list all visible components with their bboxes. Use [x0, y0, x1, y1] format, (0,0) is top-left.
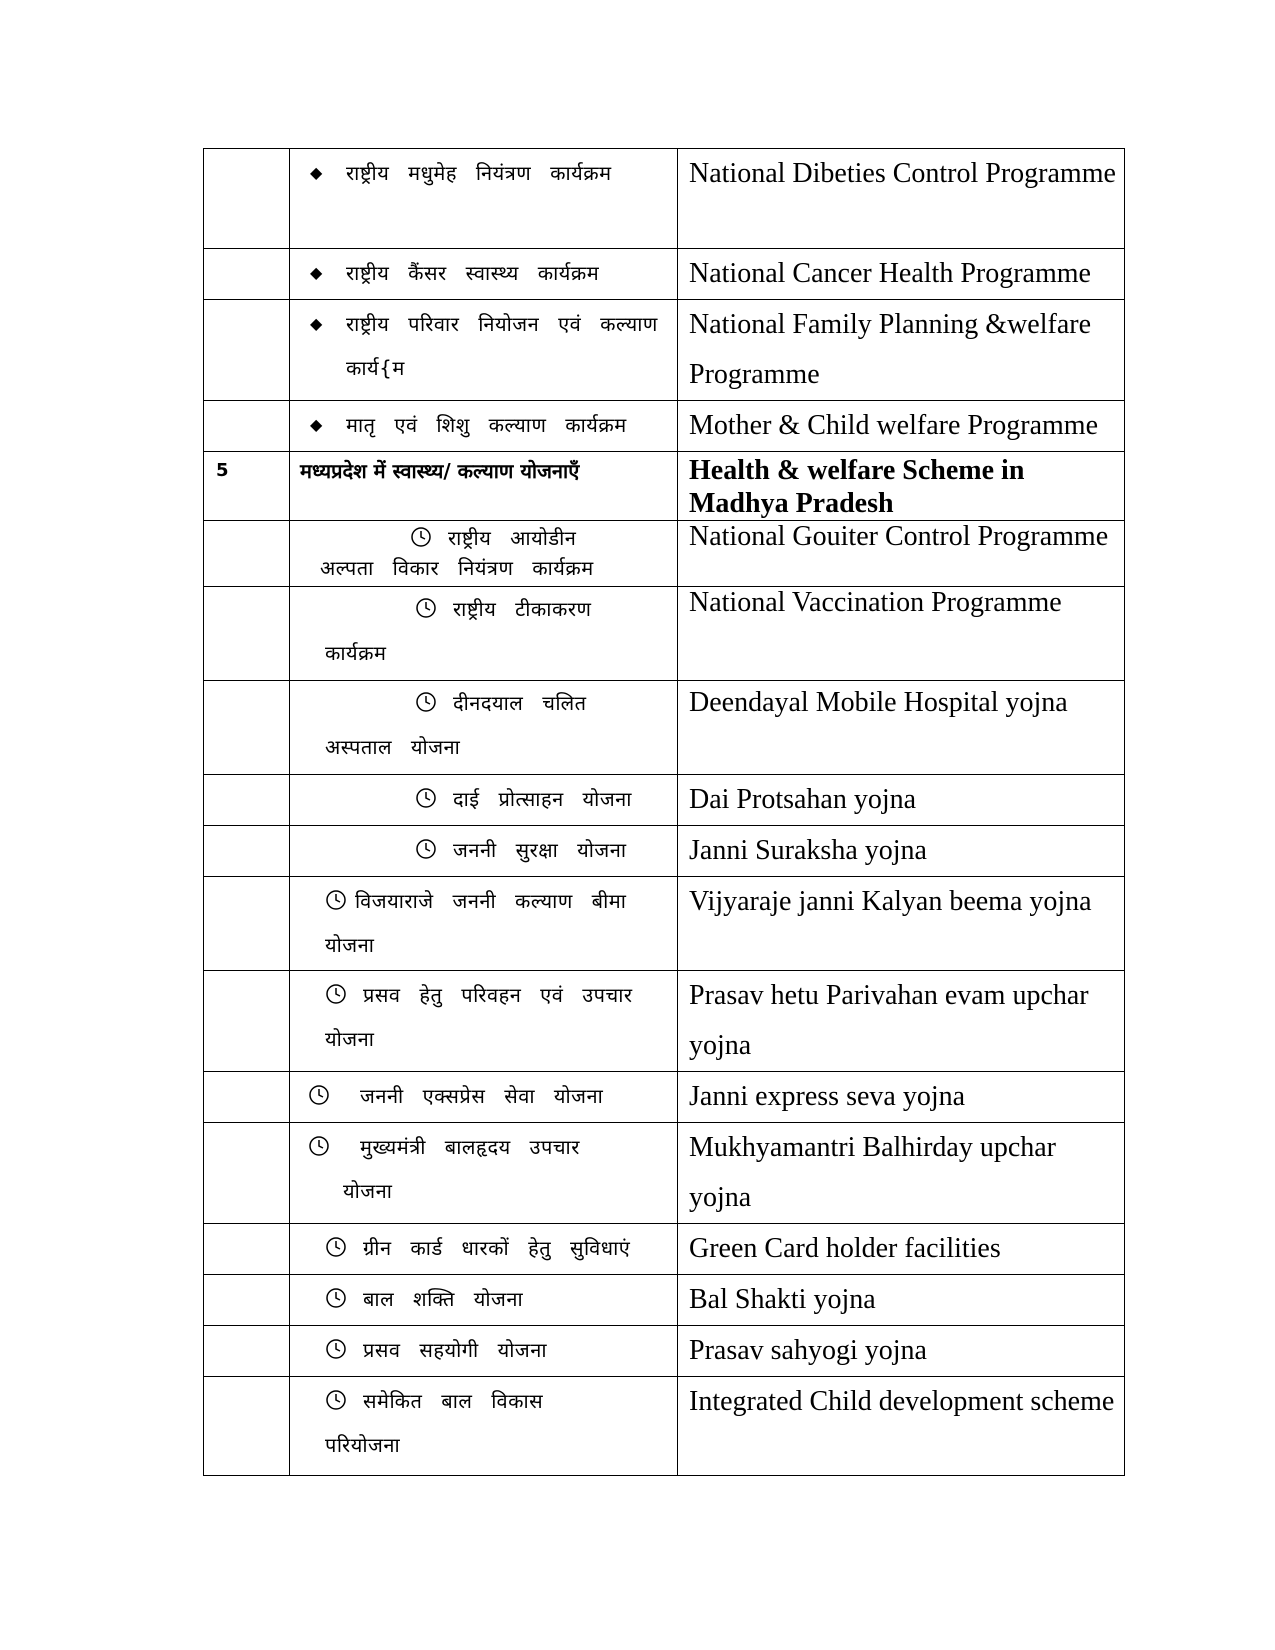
section-header-row	[204, 452, 1125, 521]
table-row	[204, 149, 1125, 249]
hindi-cell	[290, 1377, 678, 1476]
table-row	[204, 1072, 1125, 1123]
serial-cell	[204, 521, 290, 587]
english-cell	[678, 826, 1125, 877]
hindi-text: विजयाराजे जननी कल्याण बीमा	[355, 889, 627, 913]
hindi-cell	[290, 401, 678, 452]
english-text: Vijyaraje janni Kalyan beema yojna	[689, 886, 1092, 917]
serial-cell	[204, 1224, 290, 1275]
hindi-line-1	[325, 1226, 669, 1270]
hindi-cell	[290, 587, 678, 681]
hindi-line-1	[325, 587, 669, 631]
hindi-text: समेकित बाल विकास	[363, 1389, 544, 1413]
english-text: Janni express seva yojna	[689, 1081, 966, 1112]
hindi-text: मातृ एवं शिशु कल्याण कार्यक्रम	[346, 413, 627, 437]
english-text: Mother & Child welfare Programme	[689, 410, 1099, 441]
hindi-line-1	[325, 1379, 669, 1423]
hindi-text: ग्रीन कार्ड धारकों हेतु सुविधाएं	[363, 1236, 631, 1260]
english-text: Integrated Child development scheme	[689, 1386, 1115, 1417]
hindi-cell	[290, 877, 678, 971]
clock-icon	[325, 1280, 347, 1302]
serial-cell	[204, 1275, 290, 1326]
serial-cell	[204, 1326, 290, 1377]
table-row	[204, 1224, 1125, 1275]
hindi-text: राष्ट्रीय आयोडीन	[448, 526, 577, 550]
serial-cell	[204, 877, 290, 971]
hindi-text: जननी एक्सप्रेस सेवा योजना	[360, 1084, 604, 1108]
english-text: National Cancer Health Programme	[689, 258, 1091, 289]
english-cell	[678, 877, 1125, 971]
diamond-bullet-icon: ◆	[310, 263, 323, 282]
hindi-cell	[290, 1326, 678, 1377]
english-cell	[678, 587, 1125, 681]
hindi-line-1	[325, 973, 669, 1017]
clock-icon	[325, 976, 347, 998]
english-cell	[678, 401, 1125, 452]
hindi-cell	[290, 300, 678, 401]
clock-icon	[415, 831, 437, 853]
serial-cell	[204, 971, 290, 1072]
clock-icon	[410, 524, 432, 546]
serial-cell	[204, 300, 290, 401]
english-cell	[678, 249, 1125, 300]
english-text: Deendayal Mobile Hospital yojna	[689, 687, 1068, 718]
serial-cell	[204, 1123, 290, 1224]
clock-icon	[415, 590, 437, 612]
english-cell	[678, 1072, 1125, 1123]
hindi-line-1	[325, 879, 669, 923]
english-text: National Family Planning &welfare Programme	[689, 309, 1092, 390]
english-cell	[678, 149, 1125, 249]
hindi-line-2: परियोजना	[325, 1433, 401, 1457]
table-row	[204, 521, 1125, 587]
table-row	[204, 401, 1125, 452]
clock-icon	[325, 1382, 347, 1404]
clock-icon	[325, 1331, 347, 1353]
table-row	[204, 971, 1125, 1072]
english-cell	[678, 1326, 1125, 1377]
hindi-cell	[290, 521, 678, 587]
serial-cell	[204, 249, 290, 300]
hindi-line-2: अल्पता विकार नियंत्रण कार्यक्रम	[320, 556, 594, 580]
english-text: National Vaccination Programme	[689, 587, 1062, 618]
diamond-bullet-icon: ◆	[310, 314, 323, 333]
table-row	[204, 300, 1125, 401]
clock-icon	[415, 780, 437, 802]
table-row	[204, 826, 1125, 877]
hindi-cell	[290, 1224, 678, 1275]
hindi-line-1	[325, 1277, 669, 1321]
hindi-text: मुख्यमंत्री बालहृदय उपचार	[360, 1135, 580, 1159]
hindi-line-2: योजना	[325, 933, 375, 957]
english-cell	[678, 775, 1125, 826]
hindi-cell	[290, 775, 678, 826]
hindi-text: राष्ट्रीय टीकाकरण	[453, 597, 592, 621]
hindi-cell	[290, 1072, 678, 1123]
section-number: 5	[204, 452, 290, 521]
serial-cell	[204, 1377, 290, 1476]
english-cell	[678, 971, 1125, 1072]
table-row	[204, 1123, 1125, 1224]
english-cell	[678, 1275, 1125, 1326]
hindi-line-1	[325, 777, 669, 821]
hindi-text: राष्ट्रीय कैंसर स्वास्थ्य कार्यक्रम	[346, 261, 600, 285]
hindi-text: दीनदयाल चलित	[453, 691, 587, 715]
scheme-table	[203, 148, 1125, 1476]
english-cell	[678, 681, 1125, 775]
table-row	[204, 249, 1125, 300]
serial-cell	[204, 826, 290, 877]
hindi-cell	[290, 826, 678, 877]
english-text: Dai Protsahan yojna	[689, 784, 917, 815]
hindi-text: जननी सुरक्षा योजना	[453, 838, 627, 862]
clock-icon	[325, 882, 347, 904]
hindi-line-1	[320, 521, 669, 555]
english-text: National Gouiter Control Programme	[689, 521, 1109, 552]
diamond-bullet-icon: ◆	[310, 415, 323, 434]
hindi-text: बाल शक्ति योजना	[363, 1287, 524, 1311]
english-text: National Dibeties Control Programme	[689, 158, 1116, 189]
table-row	[204, 1326, 1125, 1377]
clock-icon	[308, 1128, 330, 1150]
hindi-cell	[290, 1123, 678, 1224]
english-text: Green Card holder facilities	[689, 1233, 1001, 1264]
hindi-text: प्रसव हेतु परिवहन एवं उपचार	[363, 983, 633, 1007]
hindi-text: प्रसव सहयोगी योजना	[363, 1338, 547, 1362]
hindi-cell	[290, 1275, 678, 1326]
table-row	[204, 681, 1125, 775]
diamond-bullet-icon: ◆	[310, 163, 323, 182]
english-cell	[678, 300, 1125, 401]
english-cell	[678, 1123, 1125, 1224]
hindi-line-2: योजना	[325, 1027, 375, 1051]
english-text: Prasav sahyogi yojna	[689, 1335, 927, 1366]
hindi-line-2: कार्यक्रम	[325, 641, 387, 665]
section-title-hindi: मध्यप्रदेश में स्वास्थ्य/ कल्याण योजनाएँ	[290, 452, 678, 521]
hindi-cell	[290, 149, 678, 249]
hindi-cell	[290, 249, 678, 300]
serial-cell	[204, 1072, 290, 1123]
english-cell	[678, 521, 1125, 587]
hindi-cell	[290, 971, 678, 1072]
english-text: Prasav hetu Parivahan evam upchar yojna	[689, 980, 1089, 1061]
english-cell	[678, 1377, 1125, 1476]
serial-cell	[204, 681, 290, 775]
hindi-text: राष्ट्रीय परिवार नियोजन एवं कल्याण कार्य{म	[346, 312, 658, 380]
hindi-line-1	[325, 681, 669, 725]
serial-cell	[204, 587, 290, 681]
table-row	[204, 1275, 1125, 1326]
hindi-line-2: योजना	[343, 1179, 393, 1203]
hindi-cell	[290, 681, 678, 775]
clock-icon	[415, 684, 437, 706]
english-text: Mukhyamantri Balhirday upchar yojna	[689, 1132, 1057, 1213]
hindi-line-1	[308, 1125, 669, 1169]
clock-icon	[325, 1229, 347, 1251]
clock-icon	[308, 1077, 330, 1099]
table-row	[204, 877, 1125, 971]
hindi-line-1	[325, 1328, 669, 1372]
serial-cell	[204, 401, 290, 452]
serial-cell	[204, 149, 290, 249]
table-row	[204, 775, 1125, 826]
section-title-english: Health & welfare Scheme in Madhya Pradesh	[678, 452, 1125, 521]
english-text: Bal Shakti yojna	[689, 1284, 876, 1315]
hindi-line-1	[325, 828, 669, 872]
table-row	[204, 1377, 1125, 1476]
english-cell	[678, 1224, 1125, 1275]
hindi-line-2: अस्पताल योजना	[325, 735, 461, 759]
hindi-text: राष्ट्रीय मधुमेह नियंत्रण कार्यक्रम	[346, 161, 612, 185]
hindi-line-1	[308, 1074, 669, 1118]
serial-cell	[204, 775, 290, 826]
table-row	[204, 587, 1125, 681]
english-text: Janni Suraksha yojna	[689, 835, 927, 866]
hindi-text: दाई प्रोत्साहन योजना	[453, 787, 632, 811]
